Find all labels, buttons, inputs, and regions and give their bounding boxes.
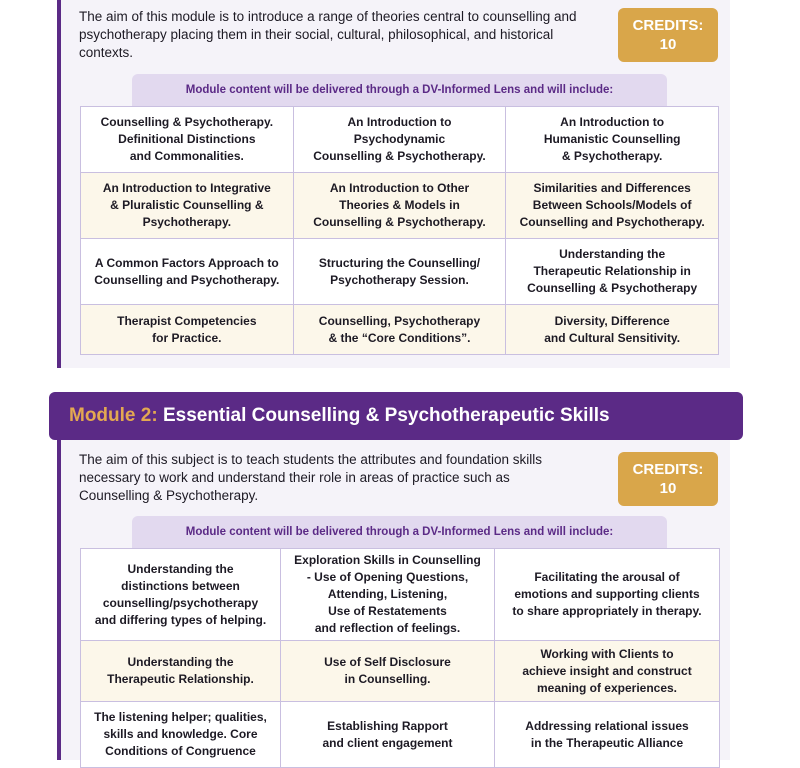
module-2-number: Module 2: — [69, 405, 158, 426]
topic-cell: A Common Factors Approach to Counselling and Psychotherapy. — [81, 239, 294, 305]
topic-cell: Structuring the Counselling/ Psychotherapy Session. — [293, 239, 506, 305]
module-1-content-banner: Module content will be delivered through a DV-Informed Lens and will include: — [132, 74, 667, 106]
table-row — [81, 702, 720, 768]
topic-cell: Similarities and Differences Between Schools/Models of Counselling and Psychotherapy. — [506, 173, 719, 239]
credits-label: CREDITS: — [632, 461, 704, 478]
topic-cell: Counselling & Psychotherapy. Definitional Distinctions and Commonalities. — [81, 107, 294, 173]
module-2-header — [49, 392, 743, 440]
topic-cell: Counselling, Psychotherapy & the “Core Conditions”. — [293, 305, 506, 355]
topic-cell: Therapist Competencies for Practice. — [81, 305, 294, 355]
topic-cell: Use of Self Disclosure in Counselling. — [281, 641, 495, 702]
topic-cell: An Introduction to Other Theories & Models in Counselling & Psychotherapy. — [293, 173, 506, 239]
table-row — [81, 239, 719, 305]
topic-cell: The listening helper; qualities, skills and knowledge. Core Conditions of Congruence — [81, 702, 281, 768]
topic-cell: Understanding the Therapeutic Relationship in Counselling & Psychotherapy — [506, 239, 719, 305]
module-1-panel — [57, 0, 730, 368]
module-2-title: Essential Counselling & Psychotherapeutic Skills — [162, 405, 610, 426]
module-1-credits-badge — [618, 8, 718, 62]
table-row — [81, 107, 719, 173]
table-row — [81, 641, 720, 702]
module-2-credits-badge — [618, 452, 718, 506]
table-row — [81, 549, 720, 641]
topic-cell: Establishing Rapport and client engagement — [281, 702, 495, 768]
topic-cell: An Introduction to Humanistic Counselling & Psychotherapy. — [506, 107, 719, 173]
topic-cell: Understanding the distinctions between counselling/psychotherapy and differing types of helping. — [81, 549, 281, 641]
topic-cell: Understanding the Therapeutic Relationship. — [81, 641, 281, 702]
topic-cell: Exploration Skills in Counselling - Use of Opening Questions, Attending, Listening, Use of Restatements and reflection of feelings. — [281, 549, 495, 641]
module-2-panel — [57, 440, 730, 760]
table-row — [81, 173, 719, 239]
topic-cell: Addressing relational issues in the Therapeutic Alliance — [495, 702, 720, 768]
topic-cell: Facilitating the arousal of emotions and supporting clients to share appropriately in therapy. — [495, 549, 720, 641]
module-1-topics-table — [80, 106, 719, 355]
topic-cell: An Introduction to Psychodynamic Counselling & Psychotherapy. — [293, 107, 506, 173]
credits-value: 10 — [659, 480, 677, 497]
module-2-intro: The aim of this subject is to teach students the attributes and foundation skills necessary to work and understand their role in areas of practice such as Counselling & Psychotherapy. — [79, 452, 543, 503]
credits-value: 10 — [659, 36, 677, 53]
module-2-topics-table — [80, 548, 720, 768]
topic-cell: Working with Clients to achieve insight and construct meaning of experiences. — [495, 641, 720, 702]
topic-cell: Diversity, Difference and Cultural Sensitivity. — [506, 305, 719, 355]
table-row — [81, 305, 719, 355]
credits-label: CREDITS: — [632, 17, 704, 34]
module-1-intro: The aim of this module is to introduce a range of theories central to counselling and psychotherapy placing them in their social, cultural, philosophical, and historical contexts. — [79, 9, 577, 60]
module-2-content-banner: Module content will be delivered through a DV-Informed Lens and will include: — [132, 516, 667, 548]
topic-cell: An Introduction to Integrative & Pluralistic Counselling & Psychotherapy. — [81, 173, 294, 239]
